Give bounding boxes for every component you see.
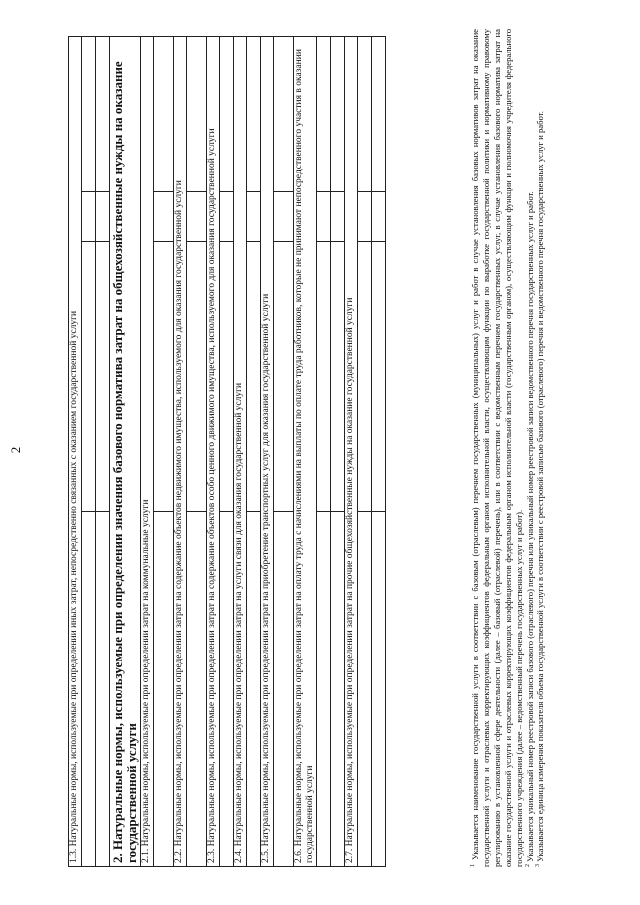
table-cell [96, 512, 110, 867]
norm-category-label: 2.6. Натуральные нормы, используемые при определении затрат на оплату труда с начислениями на выплаты по оплате труда работников, которые не принимают непосредственного участия в оказании государственной услуги [294, 36, 317, 866]
table-cell [358, 242, 372, 512]
table-cell [372, 192, 386, 242]
table-cell [220, 512, 234, 867]
table-row [234, 36, 247, 866]
table-cell [187, 36, 207, 191]
table-row [207, 36, 220, 866]
table-cell [274, 242, 294, 512]
table-cell [274, 192, 294, 242]
footnote [535, 29, 546, 867]
norm-category-label: 2.7. Натуральные нормы, используемые при определении затрат на прочие общехозяйственные нужды на оказание государственной услуги [345, 36, 358, 866]
norm-category-label: 1.3. Натуральные нормы, используемые при определении иных затрат, непосредственно связанных с оказанием государственной услуги [69, 36, 82, 866]
footnote-text: Указывается наименование государственной услуги в соответствии с базовым (отраслевым) перечнем государственных (муниципальных) услуг и работ в случае установления базовых нормативов затрат на оказание государственной услуги и отраслевых корректирующих коэффициентов федеральным органом исполнительной власти, осуществляющим функции по выработке государственной политики и нормативному правовому регулированию в установленной сфере деятельности (далее – базовый (отраслевой) перечень), или в соответствии с ведомственным перечнем государственных услуг, в случае установления базового норматива затрат на оказание государственной услуги и отраслевых корректирующих коэффициентов федеральным органом исполнительной власти (государственным органом), осуществляющим функции и полномочия учредителя федерального государственного учреждения (далее – ведомственный перечень государственных услуг и работ). [470, 29, 524, 867]
table-cell [187, 512, 207, 867]
norm-category-label: 2.1. Натуральные нормы, используемые при определении затрат на коммунальные услуги [141, 36, 154, 866]
table-cell [372, 242, 386, 512]
table-cell [331, 192, 345, 242]
table-cell [331, 242, 345, 512]
footnotes [470, 29, 546, 867]
norm-category-label: 2.5. Натуральные нормы, используемые при определении затрат на приобретение транспортных услуг для оказания государственной услуги [261, 36, 274, 866]
table-cell [247, 36, 261, 191]
table-row-empty [274, 36, 294, 866]
table-cell [96, 36, 110, 191]
table-row [174, 36, 187, 866]
norm-category-label: 2.2. Натуральные нормы, используемые при определении затрат на содержание объектов недвижимого имущества, используемого для оказания государственной услуги [174, 36, 187, 866]
footnote [470, 29, 525, 867]
table-cell [247, 192, 261, 242]
table-section-heading-row [110, 36, 141, 866]
norm-category-label: 2.3. Натуральные нормы, используемые при определении затрат на содержание объектов особо ценного движимого имущества, используемого для оказания государственной услуги [207, 36, 220, 866]
table-cell [358, 192, 372, 242]
footnote-text: Указывается уникальный номер реестровой записи базового (отраслевого) перечня или уникальный номер реестровой записи ведомственного перечня государственных услуг и работ. [524, 191, 535, 862]
table-row-empty [154, 36, 174, 866]
table-cell [187, 242, 207, 512]
footnote-mark: 1 [470, 864, 477, 867]
table-cell [317, 192, 331, 242]
table-cell [220, 192, 234, 242]
table-cell [274, 36, 294, 191]
table-cell [331, 512, 345, 867]
footnote-mark: 2 [524, 864, 531, 867]
table-cell [154, 242, 174, 512]
table-cell [372, 512, 386, 867]
table-row-empty [331, 36, 345, 866]
table-cell [274, 512, 294, 867]
footnote-text: Указывается единица измерения показателя объема государственной услуги в соответствии с реестровой записью базового (отраслевого) перечня и ведомственного перечня государственных услуг и работ. [535, 111, 546, 862]
table-cell [317, 36, 331, 191]
natural-norms-table [68, 36, 386, 867]
table-row [261, 36, 274, 866]
table-cell [317, 242, 331, 512]
page-number: 2 [8, 446, 23, 454]
table-row-empty [372, 36, 386, 866]
table-row-empty [317, 36, 331, 866]
table-cell [247, 242, 261, 512]
table-cell [82, 192, 96, 242]
table-row-empty [358, 36, 372, 866]
table-row [294, 36, 317, 866]
table-row-empty [82, 36, 96, 866]
table-cell [358, 512, 372, 867]
table-row [345, 36, 358, 866]
table-cell [154, 36, 174, 191]
table-cell [247, 512, 261, 867]
table-cell [154, 192, 174, 242]
table-row-empty [220, 36, 234, 866]
table-cell [96, 242, 110, 512]
table-cell [82, 242, 96, 512]
table-cell [220, 36, 234, 191]
table-cell [96, 192, 110, 242]
table-row [141, 36, 154, 866]
table-cell [82, 36, 96, 191]
norm-category-label: 2.4. Натуральные нормы, используемые при определении затрат на услуги связи для оказания государственной услуги [234, 36, 247, 866]
footnote-mark: 3 [535, 864, 542, 867]
table-cell [154, 512, 174, 867]
section-heading: 2. Натуральные нормы, используемые при определении значения базового норматива затрат на общехозяйственные нужды на оказание государственной услуги [110, 36, 141, 866]
table-cell [317, 512, 331, 867]
table-row [69, 36, 82, 866]
table-row-empty [247, 36, 261, 866]
table-cell [187, 192, 207, 242]
table-cell [358, 36, 372, 191]
table-cell [331, 36, 345, 191]
table-cell [372, 36, 386, 191]
table-cell [82, 512, 96, 867]
footnote [525, 29, 536, 867]
table-row-empty [187, 36, 207, 866]
table-cell [220, 242, 234, 512]
table-row-empty [96, 36, 110, 866]
